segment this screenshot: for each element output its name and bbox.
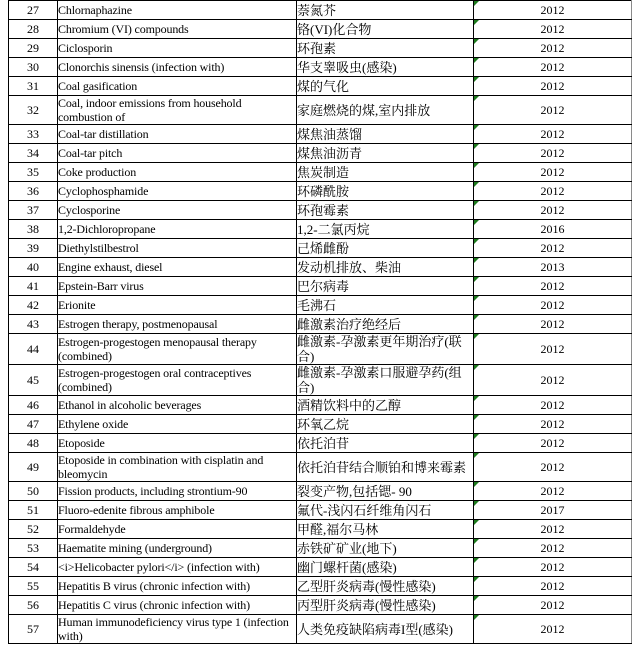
green-triangle-icon <box>474 558 479 563</box>
year-cell[interactable] <box>474 396 632 415</box>
year-value: 2012 <box>540 41 565 55</box>
year-cell[interactable] <box>474 239 632 258</box>
green-triangle-icon <box>474 615 479 620</box>
year-cell[interactable] <box>474 315 632 334</box>
green-triangle-icon <box>474 501 479 506</box>
green-triangle-icon <box>474 577 479 582</box>
table-row <box>9 220 632 239</box>
english-name-cell[interactable]: Fluoro-edenite fibrous amphibole <box>58 501 297 520</box>
row-number-cell[interactable]: 50 <box>9 482 58 501</box>
year-cell[interactable] <box>474 482 632 501</box>
green-triangle-icon <box>474 434 479 439</box>
green-triangle-icon <box>474 482 479 487</box>
year-cell[interactable] <box>474 577 632 596</box>
chinese-name-cell[interactable]: 甲醛,福尔马林 <box>297 520 474 539</box>
table-row <box>9 201 632 220</box>
english-name-cell[interactable]: Epstein-Barr virus <box>58 277 297 296</box>
chinese-name-cell[interactable]: 雌激素治疗绝经后 <box>297 315 474 334</box>
chinese-name-cell[interactable]: 裂变产物,包括锶- 90 <box>297 482 474 501</box>
year-cell[interactable] <box>474 558 632 577</box>
row-number-cell[interactable]: 48 <box>9 434 58 453</box>
row-number-cell[interactable]: 56 <box>9 596 58 615</box>
english-name-cell[interactable]: Clonorchis sinensis (infection with) <box>58 58 297 77</box>
row-number-cell[interactable]: 30 <box>9 58 58 77</box>
green-triangle-icon <box>474 396 479 401</box>
year-value: 2012 <box>540 373 565 387</box>
chinese-name-cell[interactable]: 环磷酰胺 <box>297 182 474 201</box>
green-triangle-icon <box>474 20 479 25</box>
chinese-name-cell[interactable]: 幽门螺杆菌(感染) <box>297 558 474 577</box>
table-row <box>9 239 632 258</box>
year-cell[interactable] <box>474 277 632 296</box>
year-value: 2012 <box>540 622 565 636</box>
row-number-cell[interactable]: 38 <box>9 220 58 239</box>
year-cell[interactable] <box>474 58 632 77</box>
english-name-cell[interactable]: Estrogen-progestogen oral contraceptives (combined) <box>58 365 297 396</box>
row-number-cell[interactable]: 29 <box>9 39 58 58</box>
english-name-cell[interactable]: Coal gasification <box>58 77 297 96</box>
english-name-cell[interactable]: Coke production <box>58 163 297 182</box>
table-row <box>9 558 632 577</box>
row-number-cell[interactable]: 31 <box>9 77 58 96</box>
table-row <box>9 182 632 201</box>
green-triangle-icon <box>474 596 479 601</box>
table-row <box>9 482 632 501</box>
table-row <box>9 125 632 144</box>
year-value: 2012 <box>540 79 565 93</box>
year-cell[interactable] <box>474 520 632 539</box>
year-value: 2012 <box>540 60 565 74</box>
table-row <box>9 58 632 77</box>
year-value: 2012 <box>540 398 565 412</box>
row-number-cell[interactable]: 45 <box>9 365 58 396</box>
table-row <box>9 615 632 644</box>
english-name-cell[interactable]: Estrogen therapy, postmenopausal <box>58 315 297 334</box>
english-name-cell[interactable]: Chromium (VI) compounds <box>58 20 297 39</box>
table-row <box>9 144 632 163</box>
row-number-cell[interactable]: 27 <box>9 1 58 20</box>
year-cell[interactable] <box>474 201 632 220</box>
table-row <box>9 539 632 558</box>
row-number-cell[interactable]: 43 <box>9 315 58 334</box>
chinese-name-cell[interactable]: 环氧乙烷 <box>297 415 474 434</box>
english-name-cell[interactable]: Coal-tar pitch <box>58 144 297 163</box>
english-name-cell[interactable]: Fission products, including strontium-90 <box>58 482 297 501</box>
table-row <box>9 163 632 182</box>
table-row <box>9 39 632 58</box>
chinese-name-cell[interactable]: 雌激素-孕激素口服避孕药(组合) <box>297 365 474 396</box>
row-number-cell[interactable]: 49 <box>9 453 58 482</box>
row-number-cell[interactable]: 53 <box>9 539 58 558</box>
english-name-cell[interactable]: Ethylene oxide <box>58 415 297 434</box>
chinese-name-cell[interactable]: 己烯雌酚 <box>297 239 474 258</box>
year-cell[interactable] <box>474 334 632 365</box>
table-row <box>9 96 632 125</box>
chinese-name-cell[interactable]: 煤的气化 <box>297 77 474 96</box>
chinese-name-cell[interactable]: 乙型肝炎病毒(慢性感染) <box>297 577 474 596</box>
year-value: 2012 <box>540 103 565 117</box>
green-triangle-icon <box>474 77 479 82</box>
year-value: 2012 <box>540 22 565 36</box>
year-cell[interactable] <box>474 296 632 315</box>
row-number-cell[interactable]: 47 <box>9 415 58 434</box>
table-row <box>9 258 632 277</box>
year-value: 2012 <box>540 317 565 331</box>
chinese-name-cell[interactable]: 煤焦油蒸馏 <box>297 125 474 144</box>
english-name-cell[interactable]: Hepatitis C virus (chronic infection with) <box>58 596 297 615</box>
row-number-cell[interactable]: 55 <box>9 577 58 596</box>
row-number-cell[interactable]: 52 <box>9 520 58 539</box>
row-number-cell[interactable]: 35 <box>9 163 58 182</box>
chinese-name-cell[interactable]: 丙型肝炎病毒(慢性感染) <box>297 596 474 615</box>
green-triangle-icon <box>474 182 479 187</box>
year-cell[interactable] <box>474 434 632 453</box>
year-value: 2012 <box>540 146 565 160</box>
english-name-cell[interactable]: Diethylstilbestrol <box>58 239 297 258</box>
row-number-cell[interactable]: 44 <box>9 334 58 365</box>
row-number-cell[interactable]: 33 <box>9 125 58 144</box>
chinese-name-cell[interactable]: 铬(VI)化合物 <box>297 20 474 39</box>
year-cell[interactable] <box>474 163 632 182</box>
green-triangle-icon <box>474 334 479 339</box>
year-value: 2012 <box>540 203 565 217</box>
table-row <box>9 20 632 39</box>
chinese-name-cell[interactable]: 巴尔病毒 <box>297 277 474 296</box>
green-triangle-icon <box>474 415 479 420</box>
row-number-cell[interactable]: 46 <box>9 396 58 415</box>
table-row <box>9 520 632 539</box>
green-triangle-icon <box>474 520 479 525</box>
green-triangle-icon <box>474 163 479 168</box>
year-cell[interactable] <box>474 20 632 39</box>
english-name-cell[interactable]: Etoposide <box>58 434 297 453</box>
table-row <box>9 396 632 415</box>
year-cell[interactable] <box>474 220 632 239</box>
row-number-cell[interactable]: 40 <box>9 258 58 277</box>
table-row <box>9 365 632 396</box>
year-value: 2012 <box>540 127 565 141</box>
green-triangle-icon <box>474 39 479 44</box>
year-value: 2012 <box>540 484 565 498</box>
year-cell[interactable] <box>474 415 632 434</box>
row-number-cell[interactable]: 41 <box>9 277 58 296</box>
green-triangle-icon <box>474 258 479 263</box>
green-triangle-icon <box>474 220 479 225</box>
year-cell[interactable] <box>474 144 632 163</box>
year-value: 2012 <box>540 298 565 312</box>
year-value: 2012 <box>540 579 565 593</box>
chinese-name-cell[interactable]: 环孢素 <box>297 39 474 58</box>
table-row <box>9 296 632 315</box>
year-cell[interactable] <box>474 96 632 125</box>
table-row <box>9 596 632 615</box>
year-value: 2017 <box>540 503 565 517</box>
green-triangle-icon <box>474 453 479 458</box>
english-name-cell[interactable]: Hepatitis B virus (chronic infection with) <box>58 577 297 596</box>
table-row <box>9 434 632 453</box>
carcinogen-table <box>8 0 632 644</box>
chinese-name-cell[interactable]: 毛沸石 <box>297 296 474 315</box>
year-value: 2012 <box>540 598 565 612</box>
year-value: 2012 <box>540 241 565 255</box>
row-number-cell[interactable]: 39 <box>9 239 58 258</box>
green-triangle-icon <box>474 125 479 130</box>
chinese-name-cell[interactable]: 焦炭制造 <box>297 163 474 182</box>
year-value: 2012 <box>540 436 565 450</box>
year-cell[interactable] <box>474 77 632 96</box>
table-row <box>9 77 632 96</box>
year-value: 2012 <box>540 3 565 17</box>
chinese-name-cell[interactable]: 华支睾吸虫(感染) <box>297 58 474 77</box>
english-name-cell[interactable]: Erionite <box>58 296 297 315</box>
row-number-cell[interactable]: 36 <box>9 182 58 201</box>
green-triangle-icon <box>474 296 479 301</box>
green-triangle-icon <box>474 1 479 6</box>
table-body <box>9 1 632 644</box>
year-value: 2012 <box>540 417 565 431</box>
green-triangle-icon <box>474 539 479 544</box>
english-name-cell[interactable]: Engine exhaust, diesel <box>58 258 297 277</box>
year-value: 2012 <box>540 460 565 474</box>
row-number-cell[interactable]: 57 <box>9 615 58 644</box>
green-triangle-icon <box>474 239 479 244</box>
year-cell[interactable] <box>474 182 632 201</box>
chinese-name-cell[interactable]: 煤焦油沥青 <box>297 144 474 163</box>
year-cell[interactable] <box>474 501 632 520</box>
green-triangle-icon <box>474 365 479 370</box>
year-cell[interactable] <box>474 258 632 277</box>
english-name-cell[interactable]: Human immunodeficiency virus type 1 (infection with) <box>58 615 297 644</box>
chinese-name-cell[interactable]: 萘氮芥 <box>297 1 474 20</box>
chinese-name-cell[interactable]: 环孢霉素 <box>297 201 474 220</box>
row-number-cell[interactable]: 28 <box>9 20 58 39</box>
english-name-cell[interactable]: Ciclosporin <box>58 39 297 58</box>
year-cell[interactable] <box>474 365 632 396</box>
year-cell[interactable] <box>474 615 632 644</box>
row-number-cell[interactable]: 32 <box>9 96 58 125</box>
english-name-cell[interactable]: Ethanol in alcoholic beverages <box>58 396 297 415</box>
table-row <box>9 415 632 434</box>
year-value: 2012 <box>540 541 565 555</box>
year-value: 2012 <box>540 184 565 198</box>
chinese-name-cell[interactable]: 雌激素-孕激素更年期治疗(联合) <box>297 334 474 365</box>
green-triangle-icon <box>474 315 479 320</box>
year-value: 2012 <box>540 342 565 356</box>
table-row <box>9 277 632 296</box>
chinese-name-cell[interactable]: 发动机排放、柴油 <box>297 258 474 277</box>
english-name-cell[interactable]: 1,2-Dichloropropane <box>58 220 297 239</box>
english-name-cell[interactable]: Estrogen-progestogen menopausal therapy (combined) <box>58 334 297 365</box>
year-cell[interactable] <box>474 1 632 20</box>
year-value: 2012 <box>540 522 565 536</box>
year-cell[interactable] <box>474 125 632 144</box>
table-row <box>9 315 632 334</box>
table-row <box>9 1 632 20</box>
english-name-cell[interactable]: Coal-tar distillation <box>58 125 297 144</box>
table-row <box>9 501 632 520</box>
row-number-cell[interactable]: 42 <box>9 296 58 315</box>
chinese-name-cell[interactable]: 赤铁矿矿业(地下) <box>297 539 474 558</box>
year-cell[interactable] <box>474 453 632 482</box>
chinese-name-cell[interactable]: 人类免疫缺陷病毒I型(感染) <box>297 615 474 644</box>
green-triangle-icon <box>474 96 479 101</box>
year-cell[interactable] <box>474 539 632 558</box>
year-cell[interactable] <box>474 596 632 615</box>
row-number-cell[interactable]: 51 <box>9 501 58 520</box>
year-value: 2013 <box>540 260 565 274</box>
table-row <box>9 453 632 482</box>
english-name-cell[interactable]: Formaldehyde <box>58 520 297 539</box>
chinese-name-cell[interactable]: 酒精饮料中的乙醇 <box>297 396 474 415</box>
green-triangle-icon <box>474 201 479 206</box>
english-name-cell[interactable]: Cyclophosphamide <box>58 182 297 201</box>
table-row <box>9 334 632 365</box>
english-name-cell[interactable]: Coal, indoor emissions from household combustion of <box>58 96 297 125</box>
chinese-name-cell[interactable]: 依托泊苷结合顺铂和博来霉素 <box>297 453 474 482</box>
chinese-name-cell[interactable]: 家庭燃烧的煤,室内排放 <box>297 96 474 125</box>
english-name-cell[interactable]: Cyclosporine <box>58 201 297 220</box>
english-name-cell[interactable]: Haematite mining (underground) <box>58 539 297 558</box>
green-triangle-icon <box>474 144 479 149</box>
year-cell[interactable] <box>474 39 632 58</box>
chinese-name-cell[interactable]: 氟代-浅闪石纤维角闪石 <box>297 501 474 520</box>
spreadsheet-area <box>8 0 632 644</box>
english-name-cell[interactable]: Etoposide in combination with cisplatin and bleomycin <box>58 453 297 482</box>
row-number-cell[interactable]: 54 <box>9 558 58 577</box>
green-triangle-icon <box>474 58 479 63</box>
english-name-cell[interactable]: <i>Helicobacter pylori</i> (infection with) <box>58 558 297 577</box>
year-value: 2012 <box>540 560 565 574</box>
row-number-cell[interactable]: 37 <box>9 201 58 220</box>
year-value: 2012 <box>540 165 565 179</box>
english-name-cell[interactable]: Chlornaphazine <box>58 1 297 20</box>
green-triangle-icon <box>474 277 479 282</box>
row-number-cell[interactable]: 34 <box>9 144 58 163</box>
year-value: 2016 <box>540 222 565 236</box>
chinese-name-cell[interactable]: 1,2-二氯丙烷 <box>297 220 474 239</box>
year-value: 2012 <box>540 279 565 293</box>
table-row <box>9 577 632 596</box>
chinese-name-cell[interactable]: 依托泊苷 <box>297 434 474 453</box>
